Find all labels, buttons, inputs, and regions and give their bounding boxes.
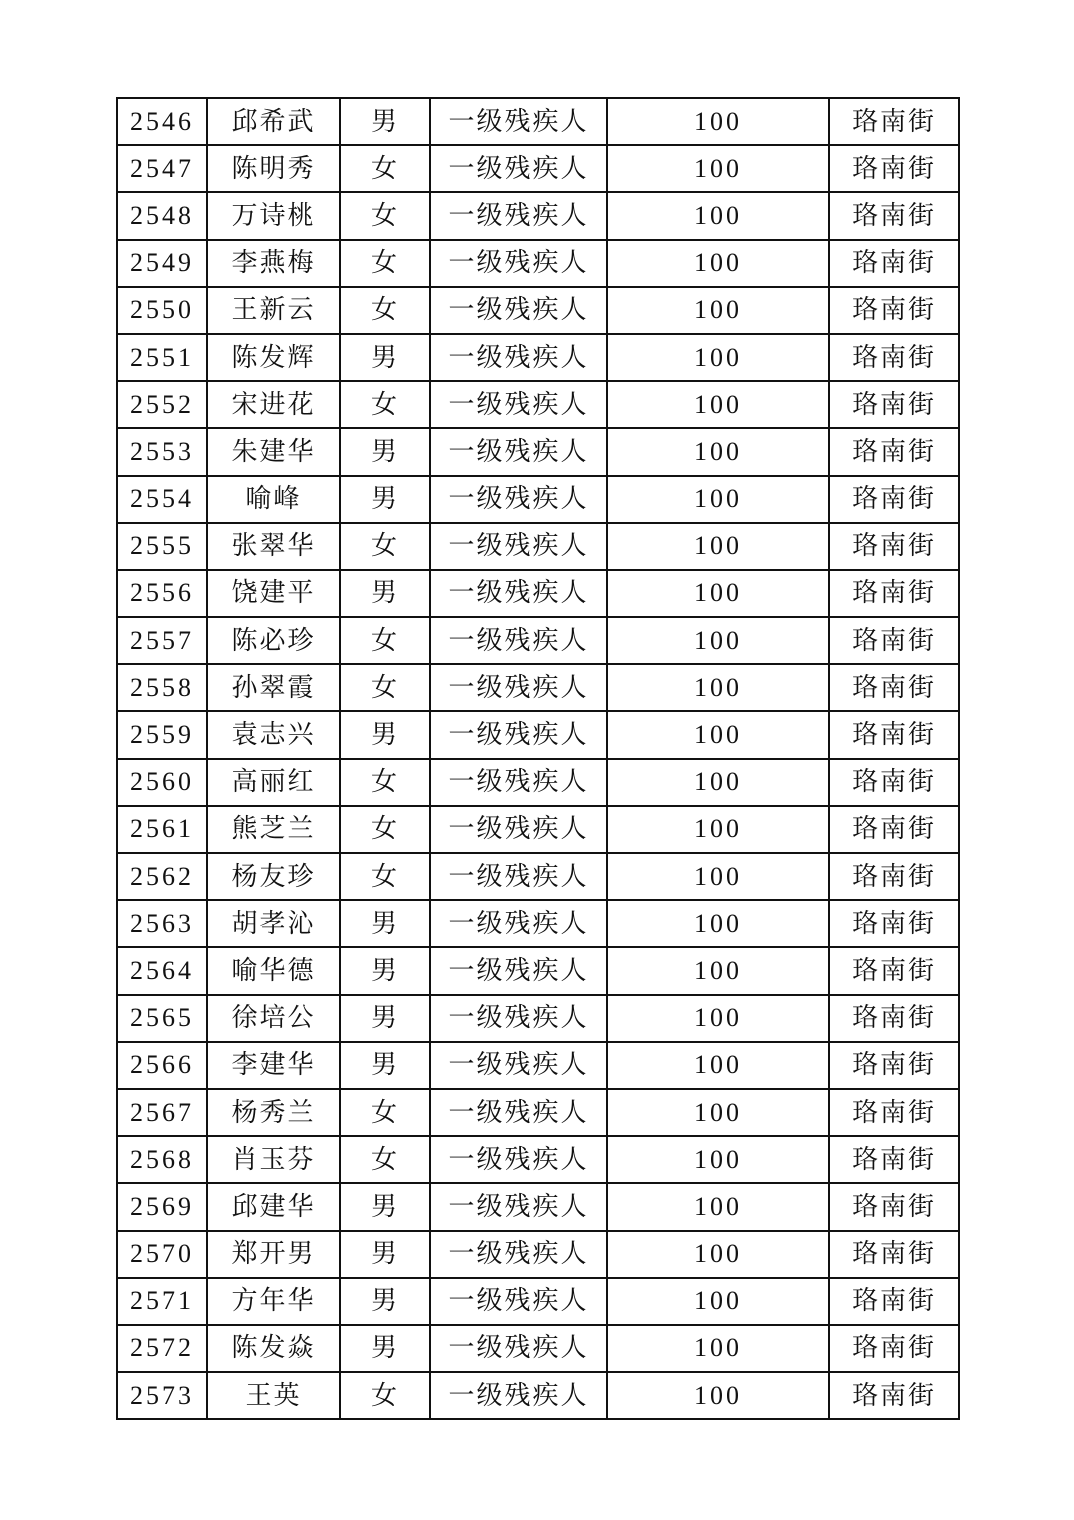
amount-cell: 100: [607, 1372, 829, 1419]
amount-cell: 100: [607, 759, 829, 806]
name-cell: 袁志兴: [207, 711, 340, 758]
serial-number-cell: 2558: [117, 664, 207, 711]
table-row: [117, 1183, 959, 1230]
disability-level-cell: 一级残疾人: [430, 853, 607, 900]
disability-subsidy-table: [116, 97, 960, 1420]
disability-level-cell: 一级残疾人: [430, 947, 607, 994]
serial-number-cell: 2570: [117, 1231, 207, 1278]
table-row: [117, 664, 959, 711]
name-cell: 朱建华: [207, 428, 340, 475]
table-row: [117, 523, 959, 570]
table-row: [117, 334, 959, 381]
name-cell: 杨秀兰: [207, 1089, 340, 1136]
gender-cell: 女: [340, 806, 430, 853]
street-cell: 珞南街: [829, 1231, 959, 1278]
name-cell: 王英: [207, 1372, 340, 1419]
serial-number-cell: 2560: [117, 759, 207, 806]
amount-cell: 100: [607, 806, 829, 853]
serial-number-cell: 2551: [117, 334, 207, 381]
amount-cell: 100: [607, 664, 829, 711]
serial-number-cell: 2547: [117, 145, 207, 192]
serial-number-cell: 2564: [117, 947, 207, 994]
gender-cell: 女: [340, 287, 430, 334]
gender-cell: 男: [340, 1042, 430, 1089]
serial-number-cell: 2559: [117, 711, 207, 758]
disability-level-cell: 一级残疾人: [430, 428, 607, 475]
disability-level-cell: 一级残疾人: [430, 900, 607, 947]
name-cell: 邱建华: [207, 1183, 340, 1230]
serial-number-cell: 2565: [117, 995, 207, 1042]
street-cell: 珞南街: [829, 334, 959, 381]
disability-level-cell: 一级残疾人: [430, 1089, 607, 1136]
name-cell: 郑开男: [207, 1231, 340, 1278]
amount-cell: 100: [607, 947, 829, 994]
disability-level-cell: 一级残疾人: [430, 381, 607, 428]
serial-number-cell: 2552: [117, 381, 207, 428]
table-row: [117, 1372, 959, 1419]
street-cell: 珞南街: [829, 853, 959, 900]
serial-number-cell: 2566: [117, 1042, 207, 1089]
name-cell: 王新云: [207, 287, 340, 334]
serial-number-cell: 2549: [117, 240, 207, 287]
amount-cell: 100: [607, 1183, 829, 1230]
amount-cell: 100: [607, 1136, 829, 1183]
amount-cell: 100: [607, 476, 829, 523]
name-cell: 邱希武: [207, 98, 340, 145]
name-cell: 李燕梅: [207, 240, 340, 287]
street-cell: 珞南街: [829, 1136, 959, 1183]
gender-cell: 女: [340, 759, 430, 806]
disability-level-cell: 一级残疾人: [430, 98, 607, 145]
serial-number-cell: 2546: [117, 98, 207, 145]
amount-cell: 100: [607, 523, 829, 570]
street-cell: 珞南街: [829, 1278, 959, 1325]
disability-level-cell: 一级残疾人: [430, 995, 607, 1042]
disability-level-cell: 一级残疾人: [430, 523, 607, 570]
gender-cell: 男: [340, 1278, 430, 1325]
name-cell: 万诗桃: [207, 192, 340, 239]
table-row: [117, 192, 959, 239]
name-cell: 李建华: [207, 1042, 340, 1089]
disability-level-cell: 一级残疾人: [430, 287, 607, 334]
gender-cell: 女: [340, 192, 430, 239]
table-row: [117, 287, 959, 334]
amount-cell: 100: [607, 900, 829, 947]
table-row: [117, 1089, 959, 1136]
name-cell: 胡孝沁: [207, 900, 340, 947]
name-cell: 张翠华: [207, 523, 340, 570]
serial-number-cell: 2563: [117, 900, 207, 947]
street-cell: 珞南街: [829, 476, 959, 523]
serial-number-cell: 2567: [117, 1089, 207, 1136]
name-cell: 陈明秀: [207, 145, 340, 192]
amount-cell: 100: [607, 711, 829, 758]
serial-number-cell: 2550: [117, 287, 207, 334]
table-body: [117, 98, 959, 1419]
table-row: [117, 759, 959, 806]
street-cell: 珞南街: [829, 287, 959, 334]
street-cell: 珞南街: [829, 428, 959, 475]
disability-level-cell: 一级残疾人: [430, 711, 607, 758]
street-cell: 珞南街: [829, 806, 959, 853]
serial-number-cell: 2553: [117, 428, 207, 475]
gender-cell: 男: [340, 1325, 430, 1372]
table-row: [117, 617, 959, 664]
name-cell: 徐培公: [207, 995, 340, 1042]
street-cell: 珞南街: [829, 711, 959, 758]
table-row: [117, 381, 959, 428]
street-cell: 珞南街: [829, 192, 959, 239]
name-cell: 肖玉芬: [207, 1136, 340, 1183]
amount-cell: 100: [607, 428, 829, 475]
gender-cell: 男: [340, 570, 430, 617]
street-cell: 珞南街: [829, 381, 959, 428]
disability-level-cell: 一级残疾人: [430, 334, 607, 381]
disability-level-cell: 一级残疾人: [430, 570, 607, 617]
street-cell: 珞南街: [829, 523, 959, 570]
gender-cell: 男: [340, 428, 430, 475]
table-row: [117, 711, 959, 758]
table-row: [117, 98, 959, 145]
name-cell: 喻华德: [207, 947, 340, 994]
street-cell: 珞南街: [829, 995, 959, 1042]
amount-cell: 100: [607, 287, 829, 334]
name-cell: 陈发焱: [207, 1325, 340, 1372]
name-cell: 方年华: [207, 1278, 340, 1325]
street-cell: 珞南街: [829, 900, 959, 947]
amount-cell: 100: [607, 240, 829, 287]
serial-number-cell: 2561: [117, 806, 207, 853]
disability-level-cell: 一级残疾人: [430, 192, 607, 239]
table-row: [117, 476, 959, 523]
table-row: [117, 806, 959, 853]
serial-number-cell: 2554: [117, 476, 207, 523]
disability-level-cell: 一级残疾人: [430, 1183, 607, 1230]
table-row: [117, 428, 959, 475]
disability-level-cell: 一级残疾人: [430, 1325, 607, 1372]
serial-number-cell: 2548: [117, 192, 207, 239]
disability-level-cell: 一级残疾人: [430, 806, 607, 853]
gender-cell: 女: [340, 1372, 430, 1419]
serial-number-cell: 2557: [117, 617, 207, 664]
amount-cell: 100: [607, 1231, 829, 1278]
serial-number-cell: 2555: [117, 523, 207, 570]
name-cell: 孙翠霞: [207, 664, 340, 711]
disability-level-cell: 一级残疾人: [430, 664, 607, 711]
serial-number-cell: 2556: [117, 570, 207, 617]
gender-cell: 女: [340, 523, 430, 570]
table-row: [117, 570, 959, 617]
street-cell: 珞南街: [829, 759, 959, 806]
serial-number-cell: 2572: [117, 1325, 207, 1372]
street-cell: 珞南街: [829, 947, 959, 994]
amount-cell: 100: [607, 145, 829, 192]
disability-level-cell: 一级残疾人: [430, 1372, 607, 1419]
name-cell: 高丽红: [207, 759, 340, 806]
gender-cell: 女: [340, 1089, 430, 1136]
gender-cell: 女: [340, 1136, 430, 1183]
table-row: [117, 1042, 959, 1089]
amount-cell: 100: [607, 381, 829, 428]
amount-cell: 100: [607, 192, 829, 239]
gender-cell: 女: [340, 853, 430, 900]
amount-cell: 100: [607, 334, 829, 381]
street-cell: 珞南街: [829, 1325, 959, 1372]
serial-number-cell: 2569: [117, 1183, 207, 1230]
street-cell: 珞南街: [829, 1183, 959, 1230]
street-cell: 珞南街: [829, 1042, 959, 1089]
gender-cell: 男: [340, 98, 430, 145]
serial-number-cell: 2571: [117, 1278, 207, 1325]
disability-level-cell: 一级残疾人: [430, 145, 607, 192]
name-cell: 陈发辉: [207, 334, 340, 381]
table-row: [117, 1325, 959, 1372]
name-cell: 宋进花: [207, 381, 340, 428]
street-cell: 珞南街: [829, 1372, 959, 1419]
table-row: [117, 995, 959, 1042]
gender-cell: 男: [340, 900, 430, 947]
gender-cell: 男: [340, 947, 430, 994]
disability-level-cell: 一级残疾人: [430, 1231, 607, 1278]
amount-cell: 100: [607, 853, 829, 900]
gender-cell: 男: [340, 711, 430, 758]
gender-cell: 女: [340, 617, 430, 664]
table-row: [117, 1231, 959, 1278]
table-row: [117, 947, 959, 994]
street-cell: 珞南街: [829, 145, 959, 192]
street-cell: 珞南街: [829, 240, 959, 287]
amount-cell: 100: [607, 1042, 829, 1089]
disability-level-cell: 一级残疾人: [430, 476, 607, 523]
amount-cell: 100: [607, 1325, 829, 1372]
name-cell: 喻峰: [207, 476, 340, 523]
street-cell: 珞南街: [829, 570, 959, 617]
table-row: [117, 1136, 959, 1183]
disability-level-cell: 一级残疾人: [430, 1278, 607, 1325]
gender-cell: 男: [340, 476, 430, 523]
disability-level-cell: 一级残疾人: [430, 1042, 607, 1089]
amount-cell: 100: [607, 570, 829, 617]
amount-cell: 100: [607, 995, 829, 1042]
gender-cell: 男: [340, 995, 430, 1042]
disability-level-cell: 一级残疾人: [430, 759, 607, 806]
name-cell: 熊芝兰: [207, 806, 340, 853]
name-cell: 陈必珍: [207, 617, 340, 664]
table-row: [117, 1278, 959, 1325]
street-cell: 珞南街: [829, 98, 959, 145]
gender-cell: 男: [340, 334, 430, 381]
table-row: [117, 853, 959, 900]
name-cell: 杨友珍: [207, 853, 340, 900]
disability-level-cell: 一级残疾人: [430, 1136, 607, 1183]
disability-level-cell: 一级残疾人: [430, 240, 607, 287]
street-cell: 珞南街: [829, 1089, 959, 1136]
amount-cell: 100: [607, 98, 829, 145]
gender-cell: 女: [340, 381, 430, 428]
table-row: [117, 240, 959, 287]
gender-cell: 女: [340, 145, 430, 192]
gender-cell: 女: [340, 240, 430, 287]
name-cell: 饶建平: [207, 570, 340, 617]
serial-number-cell: 2562: [117, 853, 207, 900]
table-row: [117, 900, 959, 947]
street-cell: 珞南街: [829, 664, 959, 711]
amount-cell: 100: [607, 617, 829, 664]
disability-level-cell: 一级残疾人: [430, 617, 607, 664]
serial-number-cell: 2573: [117, 1372, 207, 1419]
gender-cell: 女: [340, 664, 430, 711]
amount-cell: 100: [607, 1089, 829, 1136]
table-row: [117, 145, 959, 192]
gender-cell: 男: [340, 1231, 430, 1278]
street-cell: 珞南街: [829, 617, 959, 664]
gender-cell: 男: [340, 1183, 430, 1230]
serial-number-cell: 2568: [117, 1136, 207, 1183]
amount-cell: 100: [607, 1278, 829, 1325]
